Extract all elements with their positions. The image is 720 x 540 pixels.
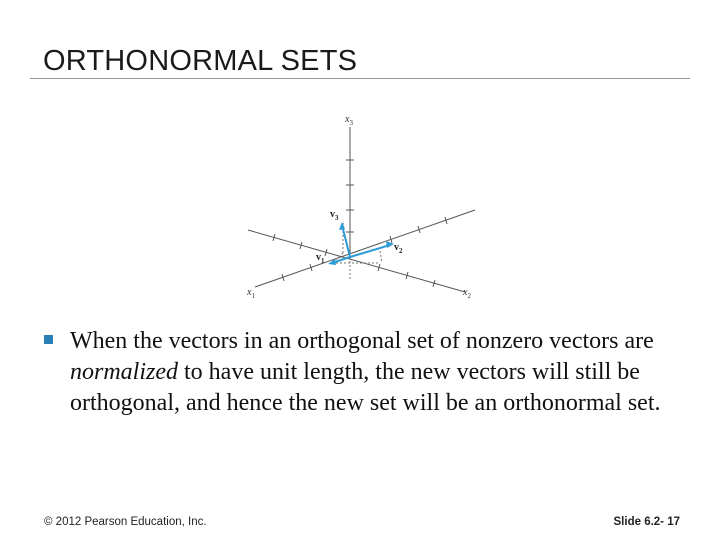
v3-label: $v_3$ <box>330 209 339 222</box>
slide-title: ORTHONORMAL SETS <box>43 45 358 77</box>
x2-axis <box>248 230 465 292</box>
x3-label: $x_3$ <box>345 114 353 127</box>
x1-axis <box>255 210 475 287</box>
bullet-square-icon <box>44 335 53 344</box>
orthogonal-vectors-figure <box>230 105 490 305</box>
vector-v2-arrowhead <box>386 241 394 248</box>
x2-label: $x_2$ <box>463 287 471 300</box>
footer-slide-number: Slide 6.2- 17 <box>613 516 680 528</box>
v2-label: $v_2$ <box>394 242 403 255</box>
emphasis-normalized: normalized <box>70 359 178 385</box>
title-divider <box>30 78 690 79</box>
bullet-text: When the vectors in an orthogonal set of nonzero vectors are normalized to have unit length, the new vectors will still be orthogonal, and hence the new set will be an orthonormal set. <box>70 328 661 416</box>
x1-label: $x_1$ <box>247 287 255 300</box>
vector-v3-arrowhead <box>339 222 345 230</box>
footer-copyright: © 2012 Pearson Education, Inc. <box>44 516 207 528</box>
v1-label: $v_1$ <box>316 252 325 265</box>
